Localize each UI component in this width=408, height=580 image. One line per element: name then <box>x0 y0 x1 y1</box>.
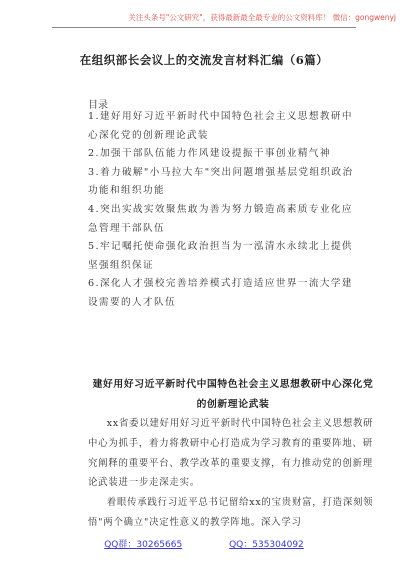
body-paragraph: 着眼传承践行习近平总书记留给xx的宝贵财富，打造深刻领悟"两个确立"决定性意义的教学阵地。深入学习 <box>88 497 374 528</box>
toc-item: 1.建好用好习近平新时代中国特色社会主义思想教研中心深化党的创新理论武装 <box>88 111 353 141</box>
toc-heading: 目录 <box>88 100 108 111</box>
header-note: 关注头条号"公文研究"，获得最新最全最专业的公文资料库！ 微信：gongwenyj <box>128 13 396 22</box>
toc-list <box>88 108 363 313</box>
toc-item: 2.加强干部队伍能力作风建设提振干事创业精气神 <box>88 148 331 160</box>
footer-qq-link[interactable]: QQ：535304092 <box>229 540 304 550</box>
footer-contact <box>0 537 408 550</box>
toc-item: 3.着力破解"小马拉大车"突出问题增强基层党组织政治功能和组织功能 <box>88 166 354 197</box>
toc-item: 5.牢记嘱托使命强化政治担当为一泓清水永续北上提供坚强组织保证 <box>88 241 353 271</box>
toc-item: 6.深化人才强校完善培养模式打造适应世界一流大学建设需要的人才队伍 <box>88 278 353 308</box>
body-paragraph: xx省委以建好用好习近平新时代中国特色社会主义思想教研中心为抓手，着力将教研中心打造成为学习教育的重要阵地、研究阐释的重要平台、教学改革的重要支撑，有力推动党的创新理论武装进一步走深走实。 <box>88 418 374 489</box>
header-divider <box>52 27 356 28</box>
document-title: 在组织部长会议上的交流发言材料汇编（6篇） <box>79 53 329 67</box>
section-body <box>88 414 378 533</box>
toc-item: 4.突出实战实效聚焦敢为善为努力锻造高素质专业化应急管理干部队伍 <box>88 203 353 234</box>
footer-qq-group-link[interactable]: QQ群：30265665 <box>104 540 183 550</box>
section-title: 建好用好习近平新时代中国特色社会主义思想教研中心深化党的创新理论武装 <box>92 379 374 410</box>
